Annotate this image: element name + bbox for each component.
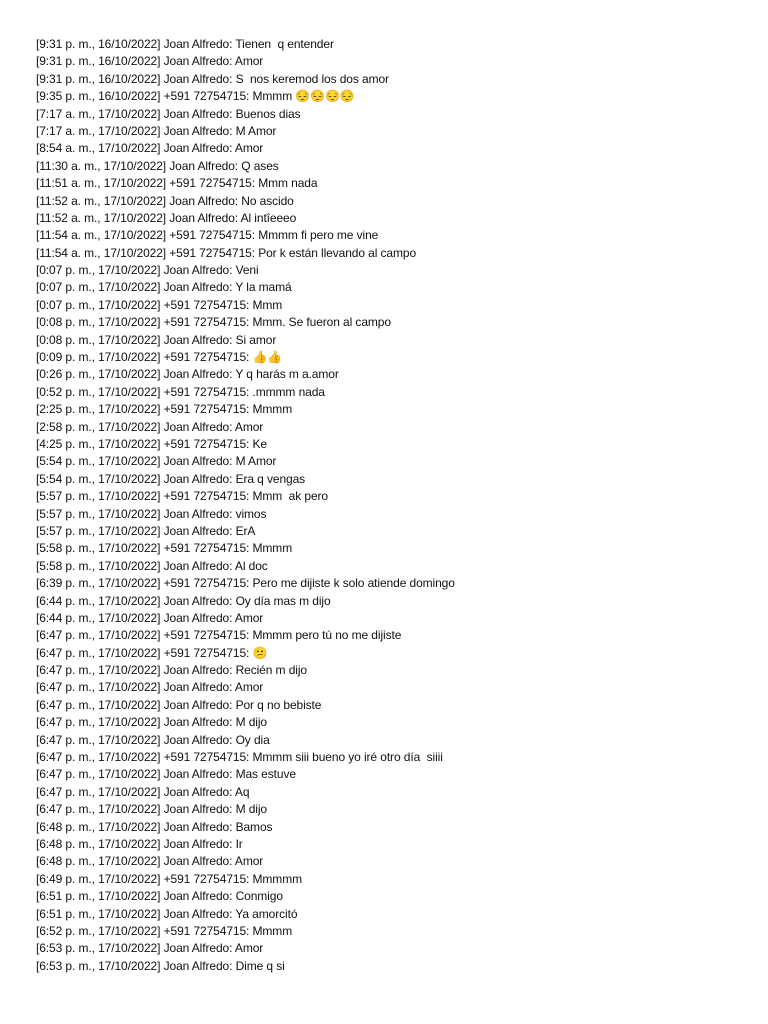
chat-line: [6:44 p. m., 17/10/2022] Joan Alfredo: Oy día mas m dijo: [36, 593, 331, 608]
chat-line: [9:31 p. m., 16/10/2022] Joan Alfredo: Tienen q entender: [36, 37, 334, 51]
chat-line: [9:31 p. m., 16/10/2022] Joan Alfredo: S nos keremod los dos amor: [36, 71, 389, 86]
chat-line: [11:52 a. m., 17/10/2022] Joan Alfredo: No ascido: [36, 193, 294, 208]
chat-line: [4:25 p. m., 17/10/2022] +591 72754715: Ke: [36, 436, 267, 451]
chat-line: [5:57 p. m., 17/10/2022] Joan Alfredo: vimos: [36, 506, 267, 521]
chat-line: [6:47 p. m., 17/10/2022] +591 72754715: 😕: [36, 645, 268, 660]
chat-line: [6:48 p. m., 17/10/2022] Joan Alfredo: Bamos: [36, 819, 273, 834]
chat-line: [0:26 p. m., 17/10/2022] Joan Alfredo: Y q harás m a.amor: [36, 367, 339, 382]
chat-line: [6:47 p. m., 17/10/2022] +591 72754715: Mmmm siii bueno yo iré otro día siiii: [36, 750, 443, 765]
chat-line: [5:58 p. m., 17/10/2022] +591 72754715: Mmmm: [36, 541, 293, 556]
chat-line: [5:58 p. m., 17/10/2022] Joan Alfredo: Al doc: [36, 558, 268, 573]
chat-line: [5:57 p. m., 17/10/2022] Joan Alfredo: ErA: [36, 523, 256, 538]
chat-line: [11:30 a. m., 17/10/2022] Joan Alfredo: Q ases: [36, 158, 279, 173]
chat-line: [5:54 p. m., 17/10/2022] Joan Alfredo: M Amor: [36, 454, 277, 469]
chat-line: [0:07 p. m., 17/10/2022] Joan Alfredo: Veni: [36, 263, 259, 278]
chat-line: [0:09 p. m., 17/10/2022] +591 72754715: 👍👍: [36, 350, 283, 365]
chat-line: [6:44 p. m., 17/10/2022] Joan Alfredo: Amor: [36, 610, 264, 625]
chat-line: [6:47 p. m., 17/10/2022] Joan Alfredo: Por q no bebiste: [36, 697, 322, 712]
chat-line: [7:17 a. m., 17/10/2022] Joan Alfredo: Buenos dias: [36, 106, 301, 121]
chat-line: [0:07 p. m., 17/10/2022] Joan Alfredo: Y la mamá: [36, 280, 292, 295]
chat-line: [11:52 a. m., 17/10/2022] Joan Alfredo: Al intîeeeo: [36, 210, 297, 225]
chat-line: [6:47 p. m., 17/10/2022] Joan Alfredo: Mas estuve: [36, 767, 296, 782]
chat-line: [6:51 p. m., 17/10/2022] Joan Alfredo: Conmigo: [36, 889, 283, 904]
chat-line: [6:52 p. m., 17/10/2022] +591 72754715: Mmmm: [36, 923, 293, 938]
chat-log: [36, 36, 455, 975]
chat-line: [6:48 p. m., 17/10/2022] Joan Alfredo: Ir: [36, 836, 243, 851]
chat-line: [6:47 p. m., 17/10/2022] Joan Alfredo: Aq: [36, 784, 250, 799]
chat-line: [6:47 p. m., 17/10/2022] Joan Alfredo: Oy dia: [36, 732, 270, 747]
chat-line: [6:47 p. m., 17/10/2022] Joan Alfredo: M dijo: [36, 715, 267, 730]
chat-line: [6:47 p. m., 17/10/2022] Joan Alfredo: M dijo: [36, 802, 267, 817]
chat-line: [6:49 p. m., 17/10/2022] +591 72754715: Mmmmm: [36, 871, 302, 886]
chat-line: [7:17 a. m., 17/10/2022] Joan Alfredo: M Amor: [36, 123, 277, 138]
chat-line: [11:51 a. m., 17/10/2022] +591 72754715: Mmm nada: [36, 176, 318, 191]
chat-line: [0:52 p. m., 17/10/2022] +591 72754715: .mmmm nada: [36, 384, 325, 399]
chat-line: [6:47 p. m., 17/10/2022] Joan Alfredo: Amor: [36, 680, 264, 695]
chat-line: [6:51 p. m., 17/10/2022] Joan Alfredo: Ya amorcitó: [36, 906, 298, 921]
chat-line: [6:47 p. m., 17/10/2022] Joan Alfredo: Recién m dijo: [36, 663, 307, 678]
chat-line: [6:47 p. m., 17/10/2022] +591 72754715: Mmmm pero tú no me dijiste: [36, 628, 402, 643]
chat-line: [6:53 p. m., 17/10/2022] Joan Alfredo: Amor: [36, 941, 264, 956]
chat-line: [0:08 p. m., 17/10/2022] +591 72754715: Mmm. Se fueron al campo: [36, 315, 391, 330]
chat-line: [11:54 a. m., 17/10/2022] +591 72754715: Por k están llevando al campo: [36, 245, 417, 260]
chat-line: [5:54 p. m., 17/10/2022] Joan Alfredo: Era q vengas: [36, 471, 306, 486]
chat-line: [11:54 a. m., 17/10/2022] +591 72754715: Mmmm fi pero me vine: [36, 228, 379, 243]
chat-line: [0:07 p. m., 17/10/2022] +591 72754715: Mmm: [36, 297, 283, 312]
chat-line: [6:39 p. m., 17/10/2022] +591 72754715: Pero me dijiste k solo atiende domingo: [36, 576, 455, 591]
chat-line: [9:35 p. m., 16/10/2022] +591 72754715: Mmmm 😔😔😔😔: [36, 89, 355, 104]
chat-line: [2:58 p. m., 17/10/2022] Joan Alfredo: Amor: [36, 419, 264, 434]
chat-line: [9:31 p. m., 16/10/2022] Joan Alfredo: Amor: [36, 54, 264, 69]
chat-line: [8:54 a. m., 17/10/2022] Joan Alfredo: Amor: [36, 141, 264, 156]
chat-line: [5:57 p. m., 17/10/2022] +591 72754715: Mmm ak pero: [36, 489, 328, 504]
chat-line: [0:08 p. m., 17/10/2022] Joan Alfredo: Si amor: [36, 332, 277, 347]
chat-line: [2:25 p. m., 17/10/2022] +591 72754715: Mmmm: [36, 402, 293, 417]
chat-line: [6:48 p. m., 17/10/2022] Joan Alfredo: Amor: [36, 854, 264, 869]
chat-line: [6:53 p. m., 17/10/2022] Joan Alfredo: Dime q si: [36, 958, 285, 973]
